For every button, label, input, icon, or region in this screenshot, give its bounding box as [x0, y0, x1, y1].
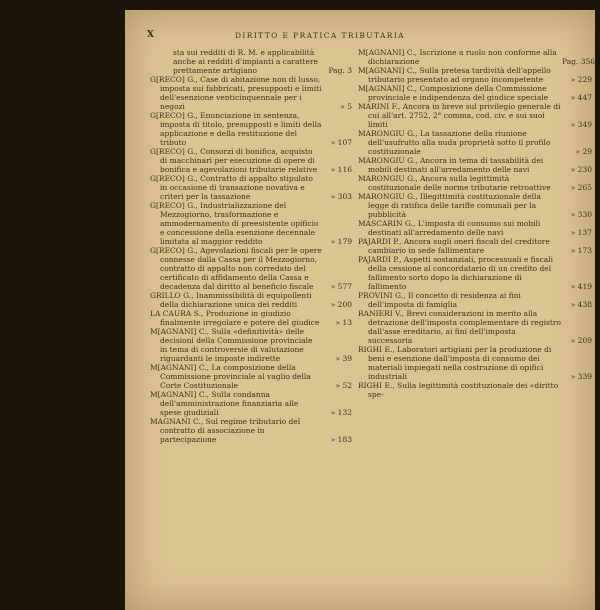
index-entry — [358, 219, 595, 237]
index-entry-page: » 52 — [335, 381, 352, 390]
index-entry-text: G[RECO] G., Industrializzazione del Mezzogiorno, trasformazione e ammodernamento di preesistente opificio e concessione della esenzione decennale limitata al maggior reddito — [150, 201, 319, 246]
index-entry — [358, 309, 595, 345]
index-entry-text: M[AGNANI] C., Sulla condanna dell'amministrazione finanziaria alle spese giudiziali — [150, 390, 299, 417]
index-entry-text: LA CAURA S., Produzione in giudizio finalmente irregolare e potere del giudice — [150, 309, 320, 327]
index-entry-text: PAJARDI P., Ancora sugli oneri fiscali del creditore cambiario in sede fallimentare — [358, 237, 550, 255]
index-entry-page: » 5 — [340, 102, 352, 111]
index-entry-text: G[RECO] G., Case di abitazione non di lusso, imposta sui fabbricati, presupposti e limiti dell'esenzione venticinquennale per i negozi — [150, 75, 322, 111]
index-entry — [150, 147, 355, 174]
index-entry-text: GRILLO G., Inammissibilità di equipollenti della dichiarazione unica dei redditi — [150, 291, 312, 309]
page-header — [125, 30, 595, 44]
index-entry-page: » 349 — [570, 120, 592, 129]
index-entry-page: » 183 — [330, 435, 352, 444]
index-entry — [358, 291, 595, 309]
index-entry-text: MARONGIU G., Ancora in tema di tassabilità dei mobili destinati all'arredamento delle navi — [358, 156, 544, 174]
index-entry — [150, 309, 355, 327]
index-entry — [358, 129, 595, 156]
running-title: DIRITTO E PRATICA TRIBUTARIA — [235, 31, 406, 40]
index-entry-page: » 577 — [330, 282, 352, 291]
index-entry — [150, 291, 355, 309]
index-entry-text: G[RECO] G., Enunciazione in sentenza, imposta di titolo, presupposti e limiti della applicazione e della restituzione del tributo — [150, 111, 322, 147]
index-entry-text: MASCARIN G., L'imposta di consumo sui mobili destinati all'arredamento delle navi — [358, 219, 541, 237]
index-entry-page: Pag. 356 — [562, 57, 596, 66]
index-entry-page: » 29 — [575, 147, 592, 156]
page-number: X — [147, 30, 154, 40]
index-entry — [150, 363, 355, 390]
index-entry-page: » 229 — [570, 75, 592, 84]
index-entry-text: M[AGNANI] C., La composizione della Commissione provinciale al vaglio della Corte Costituzionale — [150, 363, 311, 390]
index-entry — [358, 381, 595, 399]
index-entry-text: PAJARDI P., Aspetti sostanziali, processuali e fiscali della cessione al concordatario di un credito del fallimento sorto dopo la dichiarazione di fallimento — [358, 255, 553, 291]
index-entry-page: Pag. 3 — [328, 66, 352, 75]
index-entry-page: » 39 — [335, 354, 352, 363]
index-entry-text: MARINI F., Ancora in breve sul privilegio generale di cui all'art. 2752, 2° comma, cod. civ. e sui suoi limiti — [358, 102, 561, 129]
index-entry-page: » 330 — [570, 210, 592, 219]
index-entry — [358, 66, 595, 84]
index-entry — [150, 174, 355, 201]
index-entry-text: G[RECO] G., Consorzi di bonifica, acquisto di macchinari per esecuzione di opere di bonifica e agevolazioni tributarie relative — [150, 147, 318, 174]
index-entry-text: PROVINI G., Il concetto di residenza ai fini dell'imposta di famiglia — [358, 291, 521, 309]
index-entry-text: G[RECO] G., Agevolazioni fiscali per le opere connesse dalla Cassa per il Mezzogiorno, contratto di appalto non corredato del certificato di affidamento della Cassa e decadenza dal diritto al beneficio fiscale — [150, 246, 322, 291]
index-entry-text: MAGNANI C., Sul regime tributario del contratto di associazione in partecipazione — [150, 417, 301, 444]
index-entry-page: » 419 — [570, 282, 592, 291]
index-column-right — [358, 48, 595, 399]
index-entry-text: MARONGIU G., Illegittimità costituzionale della legge di ratifica delle tariffe comunali per la pubblicità — [358, 192, 541, 219]
index-entry-page: » 132 — [330, 408, 352, 417]
index-entry-page: » 137 — [570, 228, 592, 237]
index-entry-page: » 107 — [330, 138, 352, 147]
index-entry-page: » 200 — [330, 300, 352, 309]
index-entry — [358, 237, 595, 255]
index-entry-page: » 116 — [330, 165, 352, 174]
index-entry-page: » 179 — [330, 237, 352, 246]
index-entry-text: M[AGNANI] C., Sulla «definitività» delle decisioni della Commissione provinciale in tema di controversie di valutazione riguardanti le imposte indirette — [150, 327, 313, 363]
index-entry-text: RIGHI E., Laboratori artigiani per la produzione di beni e esenzione dall'imposta di consumo dei materiali impiegati nella costruzione di opifici industriali — [358, 345, 552, 381]
index-entry — [358, 174, 595, 192]
index-entry-text: RIGHI E., Sulla legittimità costituzionale dei «diritto spe- — [358, 381, 559, 399]
index-entry-text: MARONGIU G., La tassazione della riunione dell'usufrutto alla nuda proprietà sotto il profilo costituzionale — [358, 129, 551, 156]
index-entry-page: » 265 — [570, 183, 592, 192]
index-entry — [358, 255, 595, 291]
index-entry-text: sta sui redditi di R. M. e applicabilità anche ai redditi d'impianti a carattere prettamente artigiano — [173, 48, 318, 75]
index-entry-page: » 339 — [570, 372, 592, 381]
index-entry — [150, 111, 355, 147]
index-column-left — [150, 48, 355, 444]
index-entry — [358, 48, 595, 66]
index-entry-text: M[AGNANI] C., Iscrizione a ruolo non conforme alla dichiarazione — [358, 48, 557, 66]
index-entry — [150, 417, 355, 444]
index-entry — [150, 48, 355, 75]
book-page — [125, 10, 595, 610]
index-entry — [358, 102, 595, 129]
index-entry-page: » 230 — [570, 165, 592, 174]
index-entry-page: » 209 — [570, 336, 592, 345]
index-entry-text: M[AGNANI] C., Composizione della Commissione provinciale e indipendenza del giudice speciale — [358, 84, 549, 102]
index-entry-page: » 303 — [330, 192, 352, 201]
index-entry-text: M[AGNANI] C., Sulla pretesa tardività dell'appello tributario presentato ad organo incompetente — [358, 66, 551, 84]
index-entry-text: RANIERI V., Brevi considerazioni in merito alla detrazione dell'imposta complementare di registro dall'asse ereditario, ai fini dell'imposta successoria — [358, 309, 561, 345]
index-entry-page: » 13 — [335, 318, 352, 327]
index-entry — [358, 192, 595, 219]
index-entry — [358, 156, 595, 174]
index-entry-page: » 447 — [570, 93, 592, 102]
index-entry — [150, 246, 355, 291]
index-entry-page: » 438 — [570, 300, 592, 309]
index-entry — [150, 327, 355, 363]
index-entry-text: MARONGIU G., Ancora sulla legittimità costituzionale delle norme tributarie retroattive — [358, 174, 551, 192]
index-entry — [150, 390, 355, 417]
index-entry — [358, 84, 595, 102]
index-entry — [150, 201, 355, 246]
index-entry — [150, 75, 355, 111]
index-entry-text: G[RECO] G., Contratto di appalto stipulato in occasione di transazione novativa e criteri per la tassazione — [150, 174, 313, 201]
index-entry — [358, 345, 595, 381]
index-entry-page: » 173 — [570, 246, 592, 255]
